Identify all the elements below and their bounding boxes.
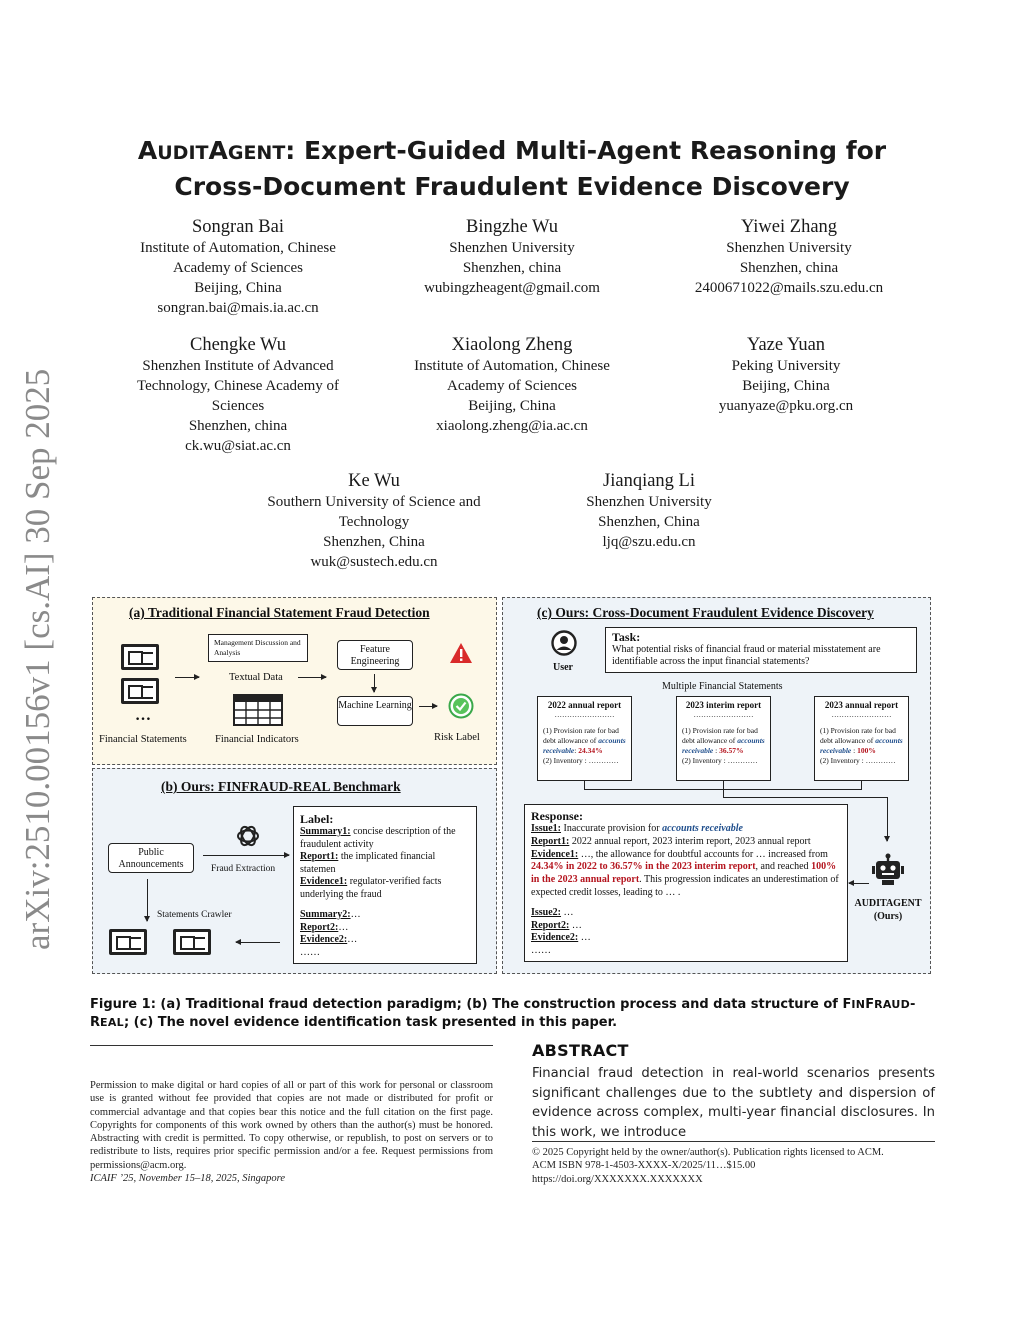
evidence1-row xyxy=(300,876,470,901)
financial-indicators-label: Financial Indicators xyxy=(215,734,299,745)
provision-row xyxy=(682,726,765,756)
title-line-2: Cross-Document Fraudulent Evidence Discovery xyxy=(174,172,850,201)
author-name: Bingzhe Wu xyxy=(466,217,558,237)
author-block xyxy=(386,334,638,436)
author-email: songran.bai@mais.ia.ac.cn xyxy=(157,300,319,316)
divider xyxy=(532,1141,935,1142)
accounts-term: accounts xyxy=(875,736,903,745)
provision-text: (1) Provision rate for bad debt allowance of xyxy=(543,726,619,745)
task-heading: Task: xyxy=(612,630,641,644)
check-icon xyxy=(448,693,474,719)
summary1-value: concise description of the fraudulent activity xyxy=(300,826,456,850)
conference-info: ICAIF ’25, November 15–18, 2025, Singapore xyxy=(90,1173,285,1184)
report1-key: Report1: xyxy=(531,835,570,847)
report2-key: Report2: xyxy=(300,921,339,933)
warning-icon xyxy=(449,642,473,664)
textual-data-label: Textual Data xyxy=(229,672,283,683)
author-email: wubingzheagent@gmail.com xyxy=(424,280,600,296)
author-location: Shenzhen, china xyxy=(739,260,839,276)
author-location: Shenzhen, China xyxy=(598,514,700,530)
caption-smallcaps: F xyxy=(842,997,852,1012)
ours-label: (Ours) xyxy=(873,911,903,922)
machine-learning-label: Machine Learning xyxy=(338,700,412,711)
provision-value: 24.34% xyxy=(578,746,603,755)
panel-a-title: (a) Traditional Financial Statement Fraud Detection xyxy=(129,605,430,620)
author-location: Shenzhen, china xyxy=(188,418,288,434)
report1-row xyxy=(300,851,470,876)
arxiv-identifier: arXiv:2510.00156v1 [cs.AI] 30 Sep 2025 xyxy=(18,368,57,950)
caption-text: ; (c) The novel evidence identification task presented in this paper. xyxy=(123,1015,618,1030)
response-box xyxy=(524,804,848,962)
dot-line: …………………… xyxy=(831,710,892,719)
summary1-row xyxy=(300,826,470,851)
document-icon xyxy=(109,929,147,955)
document-icon xyxy=(173,929,211,955)
arrow xyxy=(887,797,888,841)
issue2-key: Issue2: xyxy=(531,906,562,918)
author-affiliation: Shenzhen Institute of Advanced xyxy=(142,358,334,374)
figure-caption xyxy=(90,996,935,1032)
author-name: Jianqiang Li xyxy=(603,471,695,491)
panel-c-title: (c) Ours: Cross-Document Fraudulent Evidence Discovery xyxy=(537,605,874,620)
separator: : xyxy=(851,746,858,755)
provision-row xyxy=(820,726,903,756)
separator: : xyxy=(713,746,720,755)
provision-text: (1) Provision rate for bad debt allowance of xyxy=(682,726,758,745)
author-name: Yiwei Zhang xyxy=(740,217,838,237)
receivable-term: receivable xyxy=(820,746,852,755)
author-block xyxy=(523,470,775,552)
report2-key: Report2: xyxy=(531,919,570,931)
evidence1-key: Evidence1: xyxy=(300,876,348,887)
ellipsis: … xyxy=(569,919,582,931)
caption-smallcaps: IN xyxy=(851,998,866,1011)
dot-line: …………………… xyxy=(693,710,754,719)
doi-line: https://doi.org/XXXXXXX.XXXXXXX xyxy=(532,1173,703,1185)
author-affiliation: Technology xyxy=(338,514,410,530)
fraud-extraction-label: Fraud Extraction xyxy=(211,864,276,874)
abstract-text: Financial fraud detection in real-world scenarios presents significant challenges due to the subtlety and dispersion of evidence across complex, multi-year financial disclosures. In this work, we introduce xyxy=(532,1066,935,1140)
author-affiliation: Shenzhen University xyxy=(449,240,575,256)
evidence1-value: regulator-verified facts underlying the fraud xyxy=(300,876,442,900)
title-line-1: AUDITAGENT: Expert-Guided Multi-Agent Reasoning for xyxy=(137,136,887,165)
author-affiliation: Shenzhen University xyxy=(726,240,852,256)
arrow xyxy=(147,879,148,921)
receivable-term: receivable xyxy=(682,746,714,755)
inventory-row: (2) Inventory : ………… xyxy=(820,756,896,765)
author-name: Xiaolong Zheng xyxy=(451,335,573,355)
more-dots: … xyxy=(135,707,151,724)
author-affiliation: Academy of Sciences xyxy=(173,260,303,276)
risk-label: Risk Label xyxy=(434,732,480,743)
author-affiliation: Technology, Chinese Academy of xyxy=(136,378,340,394)
arrow xyxy=(236,942,280,943)
author-affiliation: Institute of Automation, Chinese xyxy=(140,240,336,256)
author-location: Beijing, China xyxy=(742,378,830,394)
connector-line xyxy=(861,781,862,789)
author-name: Ke Wu xyxy=(348,471,400,491)
caption-smallcaps: F xyxy=(865,997,875,1012)
summary1-key: Summary1: xyxy=(300,826,351,837)
issue1-term: accounts receivable xyxy=(662,823,743,834)
arrow xyxy=(419,706,437,707)
report1-key: Report1: xyxy=(300,851,339,862)
caption-smallcaps: -R xyxy=(90,997,916,1030)
task-text: What potential risks of financial fraud or material misstatement are identifiable across the input financial statements? xyxy=(612,644,881,667)
author-email: wuk@sustech.edu.cn xyxy=(310,554,438,570)
ellipsis: … xyxy=(347,934,358,945)
arrow xyxy=(203,855,289,856)
arrow xyxy=(175,677,199,678)
issue2-row xyxy=(531,907,841,920)
ellipsis: … xyxy=(350,909,361,920)
isbn-line: ACM ISBN 978-1-4503-XXXX-X/2025/11…$15.00 xyxy=(532,1160,756,1172)
figure-panel-b xyxy=(92,768,497,974)
evidence2-row xyxy=(531,932,841,945)
feature-engineering-box xyxy=(337,640,413,670)
arrow xyxy=(849,883,869,884)
document-icon xyxy=(121,644,159,670)
report2-row xyxy=(300,922,470,935)
dot-line: …………………… xyxy=(554,710,615,719)
author-affiliation: Institute of Automation, Chinese xyxy=(414,358,610,374)
multiple-statements-label: Multiple Financial Statements xyxy=(662,681,783,692)
author-email: yuanyaze@pku.org.cn xyxy=(718,398,854,414)
caption-smallcaps: RAUD xyxy=(874,998,911,1011)
user-icon xyxy=(551,630,577,656)
author-block xyxy=(112,334,364,456)
more-ellipsis: …… xyxy=(531,945,551,957)
author-name: Songran Bai xyxy=(192,217,284,237)
author-email: xiaolong.zheng@ia.ac.cn xyxy=(436,418,588,434)
openai-logo-icon xyxy=(235,823,261,849)
report-title: 2022 annual report xyxy=(547,700,622,710)
public-announcements-box xyxy=(108,843,194,873)
inventory-row: (2) Inventory : ………… xyxy=(543,756,619,765)
author-affiliation: Shenzhen University xyxy=(586,494,712,510)
issue1-value: Inaccurate provision for xyxy=(561,823,663,834)
report-card xyxy=(537,696,632,781)
evidence-highlight: 24.34% in 2022 to 36.57% in the 2023 interim report xyxy=(531,861,756,873)
author-email: 2400671022@mails.szu.edu.cn xyxy=(694,280,884,296)
evidence1-key: Evidence1: xyxy=(531,848,579,860)
table-icon xyxy=(233,694,283,726)
evidence2-key: Evidence2: xyxy=(300,934,348,945)
permission-notice: Permission to make digital or hard copies of all or part of this work for personal or classroom use is granted without fee provided that copies are not made or distributed for profit or commercial advantage and that copies bear this notice and the full citation on the first page. Copyrights for components of this work owned by others than the author(s) must be honored. Abstracting with credit is permitted. To copy otherwise, or republish, to post on servers or to redistribute to lists, requires prior specific permission and/or a fee. Request permissions from permissions@acm.org. xyxy=(90,1080,493,1171)
author-email: ck.wu@siat.ac.cn xyxy=(185,438,291,454)
report-title: 2023 interim report xyxy=(685,700,762,710)
provision-row xyxy=(543,726,626,756)
ellipsis: … xyxy=(338,921,349,933)
copyright-line: © 2025 Copyright held by the owner/author(s). Publication rights licensed to ACM. xyxy=(532,1147,884,1158)
public-announcements-label: Public Announcements xyxy=(118,847,184,870)
label-box xyxy=(293,806,477,964)
report1-row xyxy=(531,836,841,849)
document-icon xyxy=(121,678,159,704)
task-box xyxy=(605,627,917,673)
paper-title xyxy=(100,134,924,203)
arrow xyxy=(298,677,326,678)
abstract-heading: ABSTRACT xyxy=(532,1041,629,1060)
mda-box xyxy=(208,634,308,662)
evidence2-key: Evidence2: xyxy=(531,932,579,944)
accounts-term: accounts xyxy=(737,736,765,745)
author-location: Shenzhen, China xyxy=(323,534,425,550)
figure-panel-a xyxy=(92,597,497,765)
author-block xyxy=(660,334,912,416)
evidence-text: …, the allowance for doubtful accounts for … increased from xyxy=(578,848,828,860)
figure-panel-c xyxy=(502,597,931,974)
evidence-text: . This progression indicates an underestimation of expected credit losses, leading to … . xyxy=(531,874,839,898)
connector-line xyxy=(723,797,887,798)
receivable-term: receivable xyxy=(543,746,575,755)
author-block xyxy=(660,216,918,298)
author-location: Shenzhen, china xyxy=(462,260,562,276)
machine-learning-box xyxy=(337,696,413,726)
connector-line xyxy=(723,781,724,789)
more-ellipsis: …… xyxy=(300,946,320,958)
provision-value: 100% xyxy=(857,746,876,755)
provision-value: 36.57% xyxy=(719,746,744,755)
author-block xyxy=(386,216,638,298)
evidence1-row xyxy=(531,849,841,900)
connector-line xyxy=(584,781,585,789)
report-card xyxy=(676,696,771,781)
provision-text: (1) Provision rate for bad debt allowance of xyxy=(820,726,896,745)
author-location: Beijing, China xyxy=(194,280,282,296)
auditagent-label: AUDITAGENT xyxy=(854,898,922,909)
connector-line xyxy=(723,789,724,797)
issue1-key: Issue1: xyxy=(531,823,562,834)
caption-smallcaps: EAL xyxy=(100,1016,124,1029)
panel-b-title: (b) Ours: FINFRAUD-REAL Benchmark xyxy=(161,779,401,794)
report1-value: the implicated financial statemen xyxy=(300,851,436,875)
response-heading: Response: xyxy=(531,809,584,823)
author-email: ljq@szu.edu.cn xyxy=(602,534,696,550)
summary2-row xyxy=(300,909,470,922)
ellipsis: … xyxy=(578,932,591,944)
author-affiliation: Southern University of Science and xyxy=(267,494,481,510)
label-heading: Label: xyxy=(300,812,334,826)
summary2-key: Summary2: xyxy=(300,909,351,920)
accounts-term: accounts xyxy=(598,736,626,745)
author-block xyxy=(248,470,500,572)
evidence-highlight: 100% in the 2023 annual report xyxy=(531,861,837,886)
caption-text: Figure 1: (a) Traditional fraud detection paradigm; (b) The construction process and data structure of xyxy=(90,997,843,1012)
report2-row xyxy=(531,920,841,933)
issue1-row xyxy=(531,823,841,836)
feature-engineering-label: Feature Engineering xyxy=(350,644,400,667)
author-name: Chengke Wu xyxy=(189,335,287,355)
author-name: Yaze Yuan xyxy=(746,335,826,355)
evidence2-row xyxy=(300,934,470,947)
evidence-text: , and reached xyxy=(755,861,812,873)
author-affiliation: Peking University xyxy=(731,358,841,374)
author-location: Beijing, China xyxy=(468,398,556,414)
author-block xyxy=(112,216,364,318)
mda-label: Management Discussion and Analysis xyxy=(214,638,301,657)
statements-crawler-label: Statements Crawler xyxy=(157,910,232,920)
arrow xyxy=(374,674,375,692)
inventory-row: (2) Inventory : ………… xyxy=(682,756,758,765)
divider xyxy=(90,1045,493,1046)
separator: : xyxy=(574,746,579,755)
ellipsis: … xyxy=(561,906,574,918)
report-card xyxy=(814,696,909,781)
robot-icon xyxy=(870,853,906,889)
author-affiliation: Sciences xyxy=(211,398,265,414)
report1-value: 2022 annual report, 2023 interim report, 2023 annual report xyxy=(569,835,811,847)
report-title: 2023 annual report xyxy=(824,700,899,710)
financial-statements-label: Financial Statements xyxy=(99,734,187,745)
user-label: User xyxy=(553,662,573,673)
copyright-block xyxy=(532,1146,935,1186)
author-affiliation: Academy of Sciences xyxy=(447,378,577,394)
